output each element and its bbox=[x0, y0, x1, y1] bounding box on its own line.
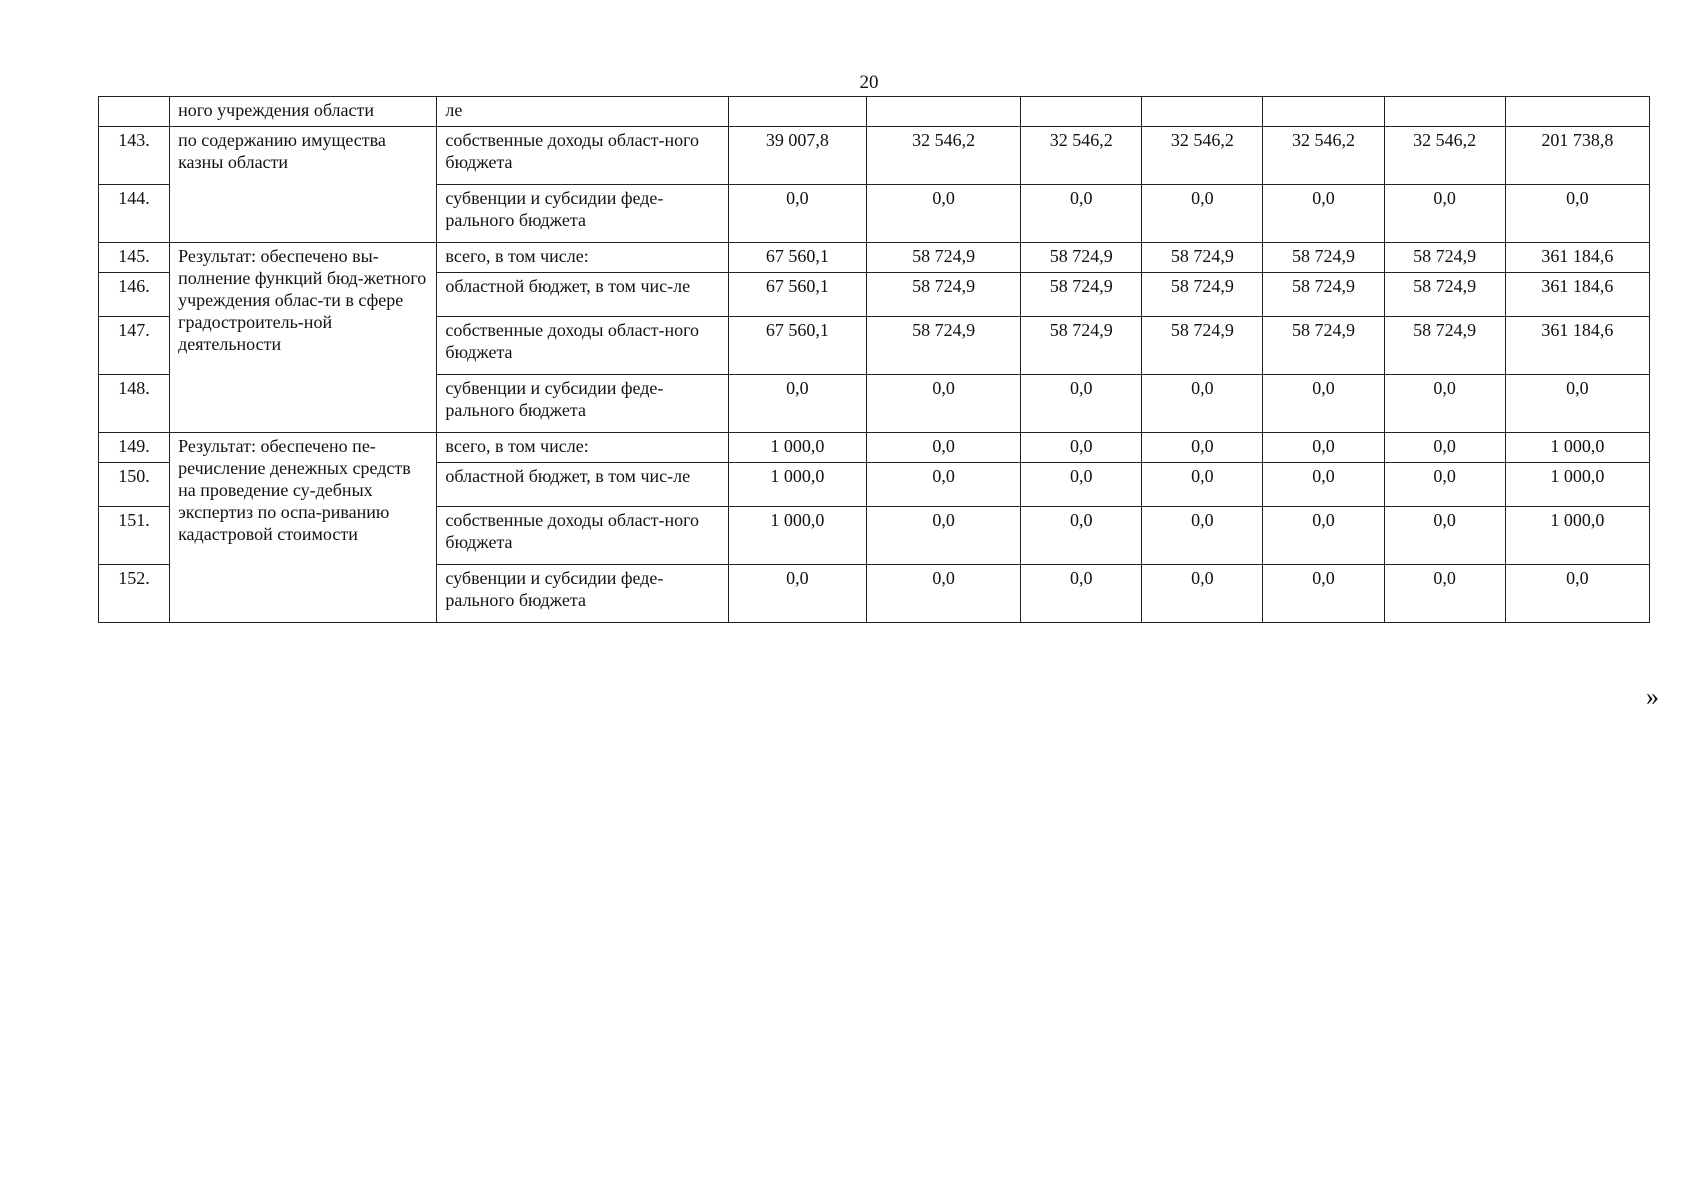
value-cell: 0,0 bbox=[1505, 375, 1649, 433]
value-cell: 58 724,9 bbox=[866, 317, 1020, 375]
value-cell: 58 724,9 bbox=[1384, 317, 1505, 375]
table-row bbox=[99, 243, 1650, 273]
row-number-cell bbox=[99, 97, 170, 127]
value-cell: 0,0 bbox=[866, 565, 1020, 623]
value-cell: 0,0 bbox=[1263, 463, 1384, 507]
funding-source-cell: областной бюджет, в том чис-ле bbox=[437, 273, 728, 317]
value-cell: 0,0 bbox=[1021, 185, 1142, 243]
value-cell: 0,0 bbox=[1384, 507, 1505, 565]
value-cell: 39 007,8 bbox=[728, 127, 866, 185]
value-cell bbox=[1505, 97, 1649, 127]
value-cell: 1 000,0 bbox=[728, 463, 866, 507]
value-cell: 0,0 bbox=[1142, 375, 1263, 433]
value-cell: 58 724,9 bbox=[1384, 273, 1505, 317]
row-number-cell: 148. bbox=[99, 375, 170, 433]
value-cell: 32 546,2 bbox=[866, 127, 1020, 185]
funding-source-cell: субвенции и субсидии феде-рального бюджета bbox=[437, 565, 728, 623]
value-cell: 32 546,2 bbox=[1263, 127, 1384, 185]
table-row bbox=[99, 433, 1650, 463]
funding-source-cell: всего, в том числе: bbox=[437, 433, 728, 463]
value-cell: 201 738,8 bbox=[1505, 127, 1649, 185]
value-cell: 58 724,9 bbox=[1263, 243, 1384, 273]
value-cell: 361 184,6 bbox=[1505, 317, 1649, 375]
value-cell: 0,0 bbox=[1142, 507, 1263, 565]
value-cell: 58 724,9 bbox=[1142, 273, 1263, 317]
value-cell: 0,0 bbox=[1384, 185, 1505, 243]
value-cell: 0,0 bbox=[866, 433, 1020, 463]
table-row bbox=[99, 127, 1650, 185]
row-number-cell: 144. bbox=[99, 185, 170, 243]
value-cell: 0,0 bbox=[1021, 565, 1142, 623]
value-cell: 0,0 bbox=[1263, 433, 1384, 463]
funding-source-cell: собственные доходы област-ного бюджета bbox=[437, 317, 728, 375]
value-cell: 0,0 bbox=[1384, 375, 1505, 433]
value-cell: 67 560,1 bbox=[728, 273, 866, 317]
funding-source-cell: субвенции и субсидии феде-рального бюджета bbox=[437, 185, 728, 243]
value-cell: 1 000,0 bbox=[728, 433, 866, 463]
value-cell: 0,0 bbox=[1263, 375, 1384, 433]
row-number-cell: 150. bbox=[99, 463, 170, 507]
table-body bbox=[99, 97, 1650, 623]
funding-source-cell: ле bbox=[437, 97, 728, 127]
funding-source-cell: собственные доходы област-ного бюджета bbox=[437, 127, 728, 185]
value-cell: 67 560,1 bbox=[728, 243, 866, 273]
value-cell: 0,0 bbox=[866, 185, 1020, 243]
value-cell: 58 724,9 bbox=[1142, 317, 1263, 375]
value-cell: 0,0 bbox=[866, 463, 1020, 507]
funding-source-cell: областной бюджет, в том чис-ле bbox=[437, 463, 728, 507]
value-cell: 0,0 bbox=[866, 507, 1020, 565]
description-cell: ного учреждения области bbox=[170, 97, 437, 127]
value-cell: 0,0 bbox=[1263, 185, 1384, 243]
value-cell: 1 000,0 bbox=[1505, 433, 1649, 463]
row-number-cell: 146. bbox=[99, 273, 170, 317]
value-cell: 32 546,2 bbox=[1142, 127, 1263, 185]
page-number: 20 bbox=[859, 72, 879, 93]
value-cell: 58 724,9 bbox=[1021, 317, 1142, 375]
value-cell: 0,0 bbox=[1142, 433, 1263, 463]
value-cell: 58 724,9 bbox=[866, 243, 1020, 273]
value-cell: 0,0 bbox=[866, 375, 1020, 433]
value-cell: 0,0 bbox=[1384, 463, 1505, 507]
value-cell: 0,0 bbox=[1021, 375, 1142, 433]
value-cell: 58 724,9 bbox=[1021, 273, 1142, 317]
value-cell: 0,0 bbox=[1021, 507, 1142, 565]
value-cell: 0,0 bbox=[1142, 565, 1263, 623]
funding-source-cell: собственные доходы област-ного бюджета bbox=[437, 507, 728, 565]
row-number-cell: 145. bbox=[99, 243, 170, 273]
value-cell: 58 724,9 bbox=[1263, 273, 1384, 317]
value-cell bbox=[1142, 97, 1263, 127]
value-cell: 58 724,9 bbox=[1263, 317, 1384, 375]
value-cell: 0,0 bbox=[1263, 565, 1384, 623]
description-cell: Результат: обеспечено пе-речисление денежных средств на проведение су-дебных экспертиз по оспа-риванию кадастровой стоимости bbox=[170, 433, 437, 623]
value-cell bbox=[1384, 97, 1505, 127]
description-cell: по содержанию имущества казны области bbox=[170, 127, 437, 243]
description-cell: Результат: обеспечено вы-полнение функций бюд-жетного учреждения облас-ти в сфере градостроитель-ной деятельности bbox=[170, 243, 437, 433]
value-cell: 1 000,0 bbox=[1505, 463, 1649, 507]
value-cell: 361 184,6 bbox=[1505, 243, 1649, 273]
value-cell bbox=[728, 97, 866, 127]
value-cell: 0,0 bbox=[1505, 185, 1649, 243]
row-number-cell: 151. bbox=[99, 507, 170, 565]
row-number-cell: 147. bbox=[99, 317, 170, 375]
value-cell: 67 560,1 bbox=[728, 317, 866, 375]
row-number-cell: 143. bbox=[99, 127, 170, 185]
value-cell: 0,0 bbox=[1142, 463, 1263, 507]
value-cell: 0,0 bbox=[728, 375, 866, 433]
funding-source-cell: всего, в том числе: bbox=[437, 243, 728, 273]
row-number-cell: 152. bbox=[99, 565, 170, 623]
value-cell: 0,0 bbox=[728, 185, 866, 243]
value-cell: 0,0 bbox=[1263, 507, 1384, 565]
row-number-cell: 149. bbox=[99, 433, 170, 463]
value-cell: 0,0 bbox=[1142, 185, 1263, 243]
table-row bbox=[99, 97, 1650, 127]
value-cell: 58 724,9 bbox=[1384, 243, 1505, 273]
value-cell: 361 184,6 bbox=[1505, 273, 1649, 317]
closing-quote-mark: » bbox=[1646, 682, 1659, 711]
value-cell: 0,0 bbox=[728, 565, 866, 623]
value-cell: 32 546,2 bbox=[1021, 127, 1142, 185]
value-cell bbox=[866, 97, 1020, 127]
value-cell: 0,0 bbox=[1021, 463, 1142, 507]
value-cell: 58 724,9 bbox=[1021, 243, 1142, 273]
value-cell: 0,0 bbox=[1505, 565, 1649, 623]
value-cell: 0,0 bbox=[1384, 565, 1505, 623]
value-cell: 1 000,0 bbox=[1505, 507, 1649, 565]
budget-table bbox=[98, 96, 1650, 623]
value-cell: 0,0 bbox=[1021, 433, 1142, 463]
value-cell: 1 000,0 bbox=[728, 507, 866, 565]
funding-source-cell: субвенции и субсидии феде-рального бюджета bbox=[437, 375, 728, 433]
value-cell: 58 724,9 bbox=[866, 273, 1020, 317]
value-cell: 0,0 bbox=[1384, 433, 1505, 463]
value-cell bbox=[1263, 97, 1384, 127]
value-cell: 32 546,2 bbox=[1384, 127, 1505, 185]
value-cell: 58 724,9 bbox=[1142, 243, 1263, 273]
value-cell bbox=[1021, 97, 1142, 127]
